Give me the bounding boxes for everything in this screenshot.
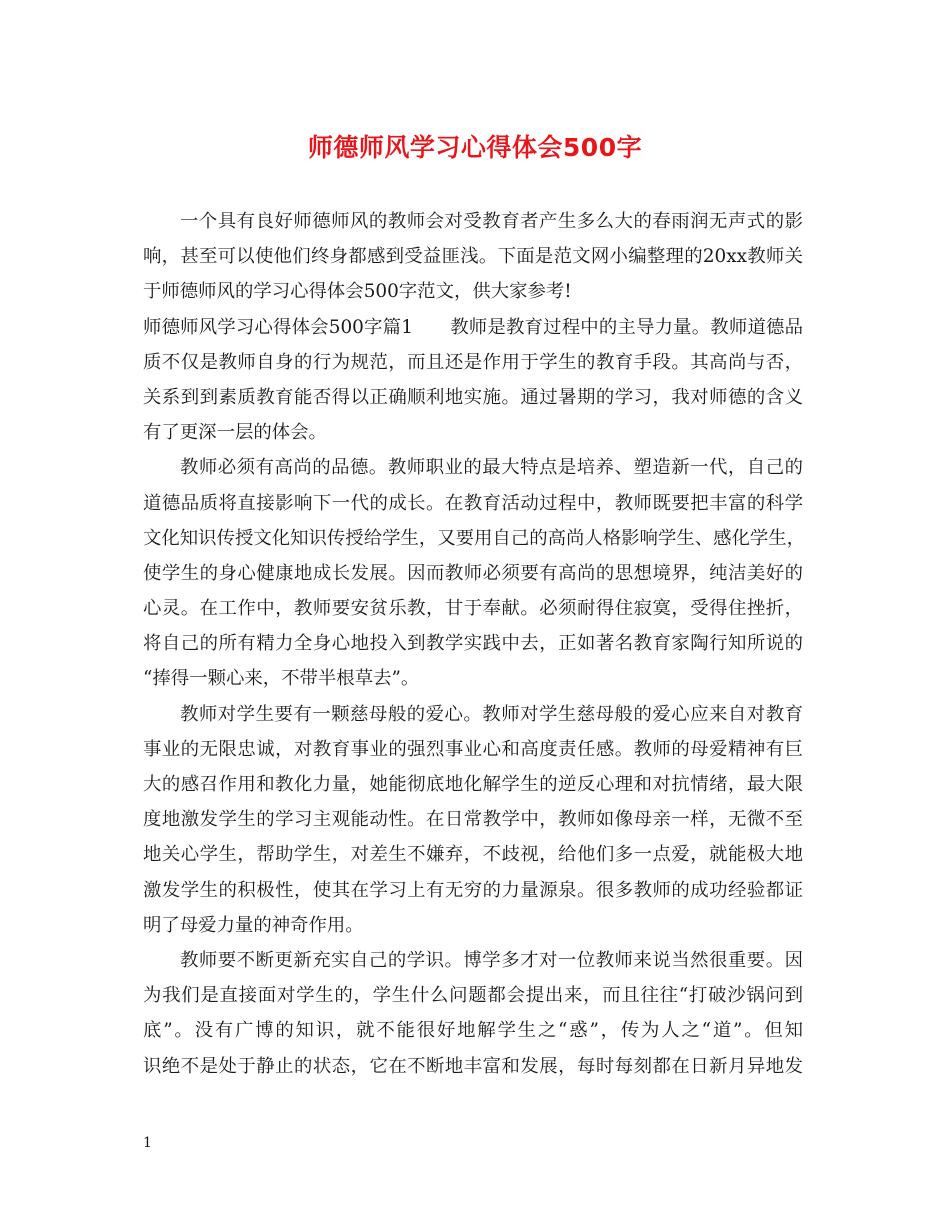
body-line: “捧得一颗心来，不带半根草去”。 — [143, 668, 420, 690]
document-body — [143, 204, 806, 1084]
body-line: 于师德师风的学习心得体会500字范文，供大家参考! — [143, 281, 572, 303]
document-title: 师德师风学习心得体会500字 — [307, 133, 643, 162]
body-line: 为我们是直接面对学生的，学生什么问题都会提出来，而且往往“打破沙锅问到 — [143, 985, 803, 1007]
body-line: 一个具有良好师德师风的教师会对受教育者产生多么大的春雨润无声式的影 — [180, 211, 803, 232]
body-line: 响，甚至可以使他们终身都感到受益匪浅。下面是范文网小编整理的20xx教师关 — [143, 246, 803, 268]
body-line: 心灵。在工作中，教师要安贫乐教，甘于奉献。必须耐得住寂寞，受得住挫折， — [143, 598, 803, 620]
page-number: 1 — [143, 1135, 152, 1151]
body-line: 文化知识传授文化知识传授给学生，又要用自己的高尚人格影响学生、感化学生， — [143, 527, 806, 549]
body-line: 使学生的身心健康地成长发展。因而教师必须要有高尚的思想境界，纯洁美好的 — [143, 562, 803, 584]
body-line: 大的感召作用和教化力量，她能彻底地化解学生的逆反心理和对抗情绪，最大限 — [143, 774, 803, 795]
body-line: 教师对学生要有一颗慈母般的爱心。教师对学生慈母般的爱心应来自对教育 — [180, 703, 803, 725]
body-line: 道德品质将直接影响下一代的成长。在教育活动过程中，教师既要把丰富的科学 — [143, 492, 803, 514]
body-line: 教师必须有高尚的品德。教师职业的最大特点是培养、塑造新一代，自己的 — [180, 457, 803, 479]
body-line: 地关心学生，帮助学生，对差生不嫌弃，不歧视，给他们多一点爱，就能极大地 — [143, 844, 803, 866]
body-line: 底”。没有广博的知识，就不能很好地解学生之“惑”，传为人之“道”。但知 — [143, 1020, 803, 1042]
body-line: 将自己的所有精力全身心地投入到教学实践中去，正如著名教育家陶行知所说的 — [143, 633, 803, 655]
body-line: 有了更深一层的体会。 — [143, 422, 327, 444]
body-line: 激发学生的积极性，使其在学习上有无穷的力量源泉。很多教师的成功经验都证 — [143, 879, 803, 901]
body-line: 度地激发学生的学习主观能动性。在日常教学中，教师如像母亲一样，无微不至 — [143, 809, 803, 831]
body-line: 识绝不是处于静止的状态，它在不断地丰富和发展，每时每刻都在日新月异地发 — [143, 1055, 803, 1077]
body-line: 师德师风学习心得体会500字篇1 教师是教育过程中的主导力量。教师道德品 — [143, 316, 803, 338]
body-line: 关系到到素质教育能否得以正确顺利地实施。通过暑期的学习，我对师德的含义 — [143, 386, 803, 408]
body-line: 教师要不断更新充实自己的学识。博学多才对一位教师来说当然很重要。因 — [180, 949, 803, 971]
body-line: 质不仅是教师自身的行为规范，而且还是作用于学生的教育手段。其高尚与否， — [143, 351, 803, 373]
body-line: 事业的无限忠诚，对教育事业的强烈事业心和高度责任感。教师的母爱精神有巨 — [143, 738, 803, 760]
body-line: 明了母爱力量的神奇作用。 — [143, 914, 364, 936]
